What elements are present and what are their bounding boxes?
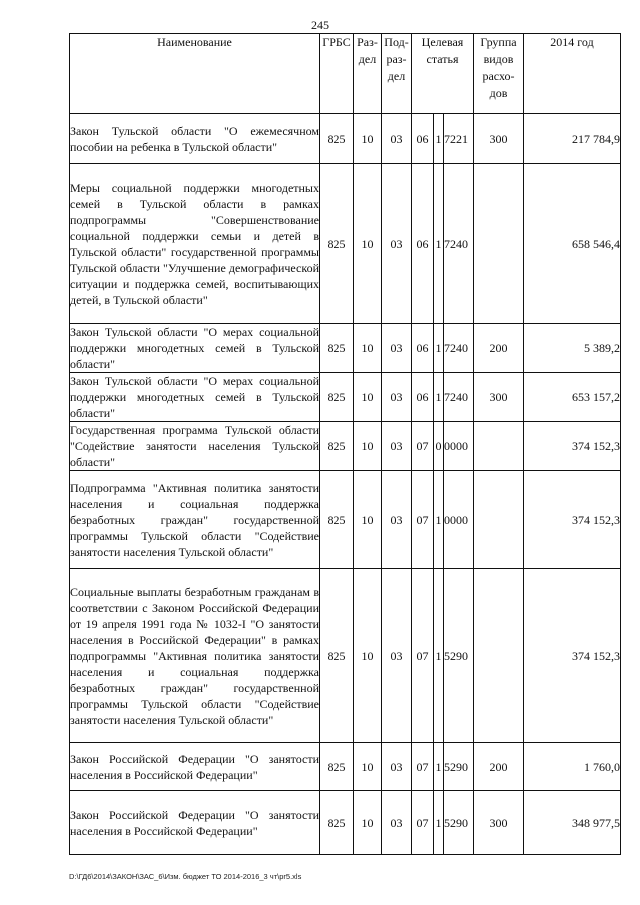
row-article-program: 06	[412, 373, 434, 422]
table-row	[70, 373, 621, 422]
row-article-program: 06	[412, 114, 434, 164]
row-article-subprogram: 1	[434, 569, 444, 743]
row-article-program: 06	[412, 324, 434, 373]
header-name: Наименование	[70, 34, 320, 114]
row-podrazdel: 03	[382, 114, 412, 164]
row-article-code: 7221	[444, 114, 474, 164]
row-razdel: 10	[354, 422, 382, 471]
table-row	[70, 743, 621, 791]
row-name: Меры социальной поддержки многодетных семей в Тульской области в рамках подпрограммы "Совершенствование социальной поддержки семьи и детей в Тульской области" государственной программы Тульской области "Улучшение демографической ситуации и поддержка семей, воспитывающих детей, в Тульской области"	[70, 164, 320, 324]
row-expense-group: 300	[474, 791, 524, 855]
row-grbs: 825	[320, 373, 354, 422]
row-name: Государственная программа Тульской области "Содействие занятости населения Тульской области"	[70, 423, 319, 469]
row-razdel: 10	[354, 569, 382, 743]
row-grbs: 825	[320, 791, 354, 855]
row-podrazdel: 03	[382, 373, 412, 422]
header-year: 2014 год	[524, 34, 621, 114]
row-podrazdel: 03	[382, 164, 412, 324]
row-article-subprogram: 1	[434, 164, 444, 324]
row-podrazdel: 03	[382, 422, 412, 471]
row-amount: 5 389,2	[524, 324, 621, 373]
header-razdel: Раз-дел	[354, 34, 382, 114]
row-article-subprogram: 1	[434, 373, 444, 422]
row-grbs: 825	[320, 164, 354, 324]
row-article-program: 07	[412, 471, 434, 569]
table-row	[70, 422, 621, 471]
row-article-subprogram: 1	[434, 324, 444, 373]
row-expense-group	[474, 569, 524, 743]
row-grbs: 825	[320, 422, 354, 471]
row-article-code: 0000	[444, 471, 474, 569]
row-article-code: 7240	[444, 164, 474, 324]
row-razdel: 10	[354, 373, 382, 422]
row-podrazdel: 03	[382, 743, 412, 791]
row-article-program: 06	[412, 164, 434, 324]
row-amount: 217 784,9	[524, 114, 621, 164]
row-podrazdel: 03	[382, 471, 412, 569]
budget-table	[69, 33, 621, 855]
row-article-program: 07	[412, 743, 434, 791]
row-article-code: 7240	[444, 373, 474, 422]
row-razdel: 10	[354, 471, 382, 569]
row-amount: 374 152,3	[524, 422, 621, 471]
row-razdel: 10	[354, 324, 382, 373]
table-row	[70, 114, 621, 164]
row-podrazdel: 03	[382, 324, 412, 373]
table-row	[70, 569, 621, 743]
row-name: Закон Российской Федерации "О занятости населения в Российской Федерации"	[70, 791, 320, 855]
row-article-subprogram: 1	[434, 791, 444, 855]
row-grbs: 825	[320, 471, 354, 569]
row-article-program: 07	[412, 422, 434, 471]
row-grbs: 825	[320, 743, 354, 791]
table-row	[70, 324, 621, 373]
row-razdel: 10	[354, 164, 382, 324]
row-article-program: 07	[412, 569, 434, 743]
row-article-code: 5290	[444, 791, 474, 855]
row-grbs: 825	[320, 569, 354, 743]
row-article-subprogram: 0	[434, 422, 444, 471]
header-grbs: ГРБС	[320, 34, 354, 114]
row-grbs: 825	[320, 114, 354, 164]
table-row	[70, 164, 621, 324]
header-article: Целевая статья	[412, 34, 474, 114]
page-number: 245	[311, 18, 329, 32]
row-article-code: 5290	[444, 569, 474, 743]
table-row	[70, 471, 621, 569]
row-amount: 374 152,3	[524, 569, 621, 743]
row-expense-group: 200	[474, 743, 524, 791]
row-podrazdel: 03	[382, 791, 412, 855]
row-article-subprogram: 1	[434, 471, 444, 569]
row-amount: 374 152,3	[524, 471, 621, 569]
row-name: Закон Тульской области "О ежемесячном пособии на ребенка в Тульской области"	[70, 114, 320, 164]
row-grbs: 825	[320, 324, 354, 373]
row-article-subprogram: 1	[434, 743, 444, 791]
row-name: Социальные выплаты безработным гражданам в соответствии с Законом Российской Федерации от 19 апреля 1991 года № 1032-I "О занятости населения в Российской Федерации" в рамках подпрограммы "Активная политика занятости населения и социальная поддержка безработных граждан" государственной программы Тульской области "Содействие занятости населения Тульской области"	[70, 569, 320, 743]
row-amount: 1 760,0	[524, 743, 621, 791]
row-name: Подпрограмма "Активная политика занятости населения и социальная поддержка безработных граждан" государственной программы Тульской области "Содействие занятости населения Тульской области"	[70, 471, 320, 569]
file-path-footer: D:\ГД6\2014\ЗАКОН\ЗАС_6\Изм. бюджет ТО 2014-2016_3 чт\pr5.xls	[69, 872, 302, 881]
row-amount: 658 546,4	[524, 164, 621, 324]
row-razdel: 10	[354, 791, 382, 855]
row-expense-group: 300	[474, 373, 524, 422]
row-article-subprogram: 1	[434, 114, 444, 164]
header-group: Группа видов расхо-дов	[474, 34, 524, 114]
row-amount: 653 157,2	[524, 373, 621, 422]
row-name: Закон Российской Федерации "О занятости населения в Российской Федерации"	[70, 743, 320, 791]
row-expense-group	[474, 164, 524, 324]
row-expense-group	[474, 422, 524, 471]
row-razdel: 10	[354, 114, 382, 164]
row-name: Закон Тульской области "О мерах социальной поддержки многодетных семей в Тульской области"	[70, 374, 319, 420]
row-article-code: 7240	[444, 324, 474, 373]
row-article-program: 07	[412, 791, 434, 855]
row-name: Закон Тульской области "О мерах социальной поддержки многодетных семей в Тульской области"	[70, 325, 319, 371]
row-amount: 348 977,5	[524, 791, 621, 855]
row-expense-group: 300	[474, 114, 524, 164]
row-expense-group	[474, 471, 524, 569]
row-expense-group: 200	[474, 324, 524, 373]
row-razdel: 10	[354, 743, 382, 791]
header-podrazdel: Под-раз-дел	[382, 34, 412, 114]
table-header-row	[70, 34, 621, 114]
table-row	[70, 791, 621, 855]
row-article-code: 0000	[444, 422, 474, 471]
row-podrazdel: 03	[382, 569, 412, 743]
row-article-code: 5290	[444, 743, 474, 791]
